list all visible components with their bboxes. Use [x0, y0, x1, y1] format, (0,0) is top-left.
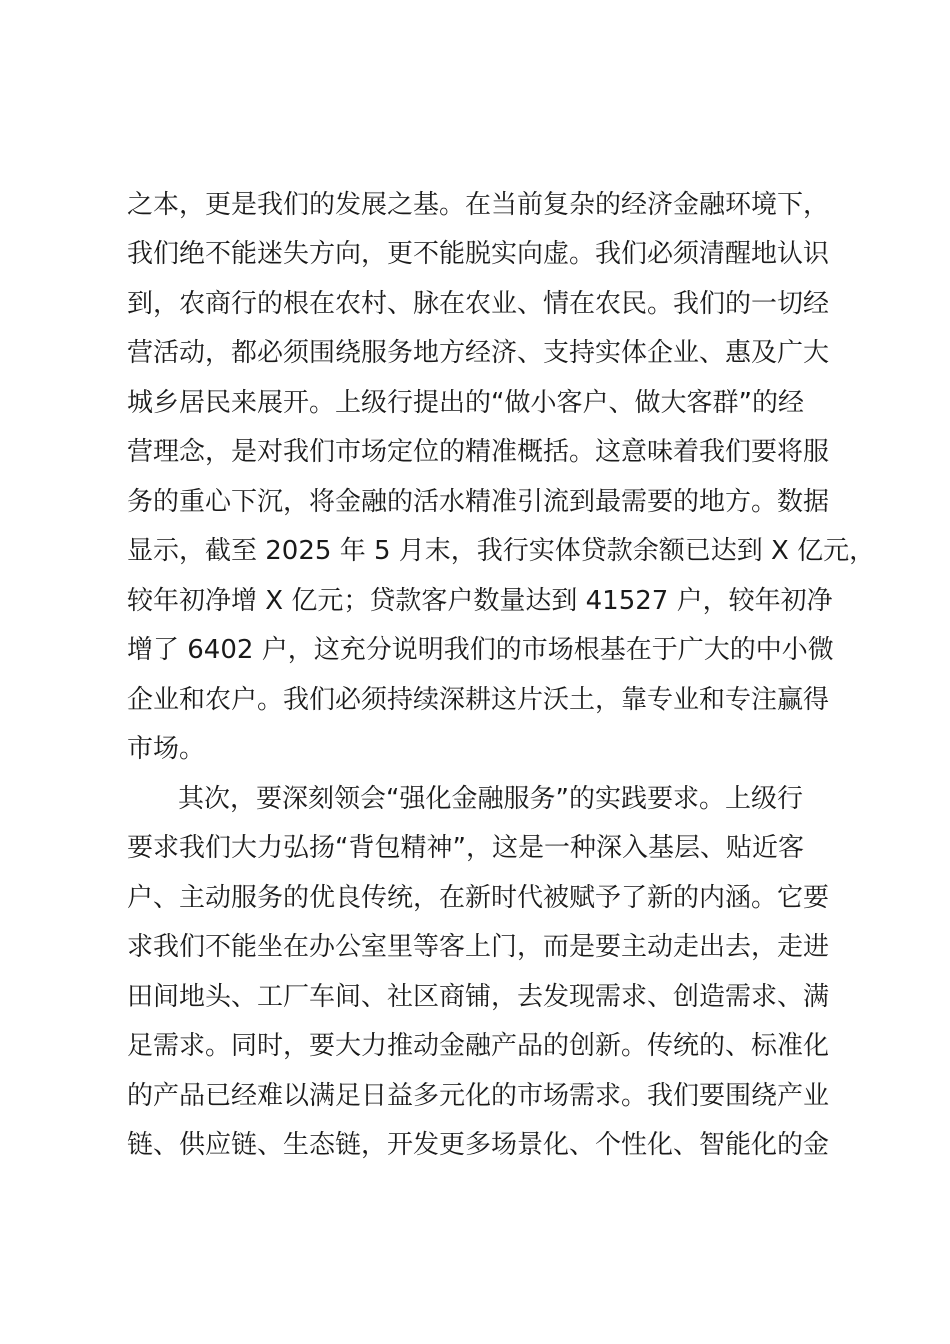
text-line: 到，农商行的根在农村、脉在农业、情在农民。我们的一切经 — [127, 289, 830, 319]
text-line: 营活动，都必须围绕服务地方经济、支持实体企业、惠及广大 — [127, 338, 830, 368]
text-line: 的产品已经难以满足日益多元化的市场需求。我们要围绕产业 — [127, 1081, 830, 1111]
text-line: 田间地头、工厂车间、社区商铺，去发现需求、创造需求、满 — [127, 982, 830, 1012]
text-line: 显示，截至 2025 年 5 月末，我行实体贷款余额已达到 X 亿元， — [127, 536, 876, 566]
text-line: 务的重心下沉，将金融的活水精准引流到最需要的地方。数据 — [127, 487, 830, 517]
text-line: 市场。 — [127, 734, 206, 764]
text-line: 营理念，是对我们市场定位的精准概括。这意味着我们要将服 — [127, 437, 830, 467]
text-line: 要求我们大力弘扬“背包精神”，这是一种深入基层、贴近客 — [127, 833, 804, 863]
text-line: 求我们不能坐在办公室里等客上门，而是要主动走出去，走进 — [127, 932, 830, 962]
paragraph-first-line: 其次，要深刻领会“强化金融服务”的实践要求。上级行 — [178, 784, 803, 814]
text-line: 户、主动服务的优良传统，在新时代被赋予了新的内涵。它要 — [127, 883, 830, 913]
text-line: 之本，更是我们的发展之基。在当前复杂的经济金融环境下， — [127, 190, 830, 220]
text-line: 链、供应链、生态链，开发更多场景化、个性化、智能化的金 — [127, 1130, 830, 1160]
text-line: 城乡居民来展开。上级行提出的“做小客户、做大客群”的经 — [127, 388, 804, 418]
text-line: 增了 6402 户，这充分说明我们的市场根基在于广大的中小微 — [127, 635, 834, 665]
text-line: 足需求。同时，要大力推动金融产品的创新。传统的、标准化 — [127, 1031, 830, 1061]
text-line: 较年初净增 X 亿元；贷款客户数量达到 41527 户，较年初净 — [127, 586, 833, 616]
text-line: 我们绝不能迷失方向，更不能脱实向虚。我们必须清醒地认识 — [127, 239, 830, 269]
text-line: 企业和农户。我们必须持续深耕这片沃土，靠专业和专注赢得 — [127, 685, 830, 715]
